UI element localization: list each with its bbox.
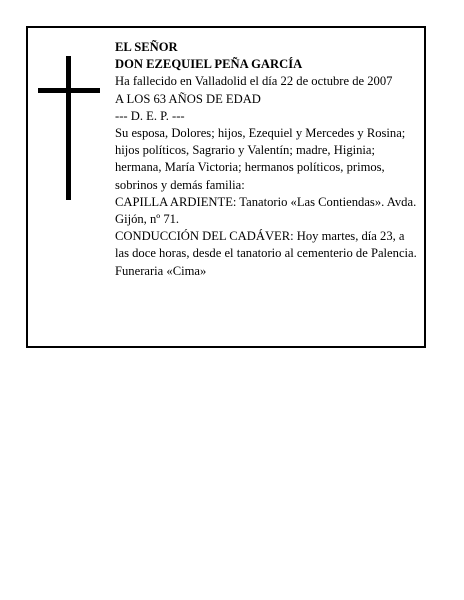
notice-procession: CONDUCCIÓN DEL CADÁVER: Hoy martes, día 23, a las doce horas, desde el tanatorio al cementerio de Palencia. (115, 229, 417, 261)
notice-age: A LOS 63 AÑOS DE EDAD (115, 91, 261, 106)
obituary-notice (26, 26, 426, 348)
notice-text (115, 39, 421, 280)
cross-icon (38, 56, 100, 200)
notice-death-info: Ha fallecido en Valladolid el día 22 de octubre de 2007 (115, 74, 393, 89)
notice-family: Su esposa, Dolores; hijos, Ezequiel y Mercedes y Rosina; hijos políticos, Sagrario y Valentín; madre, Higinia; hermana, María Victoria; hermanos políticos, primos, sobrinos y demás familia: (115, 126, 406, 192)
notice-deceased-name: DON EZEQUIEL PEÑA GARCÍA (115, 57, 303, 72)
cross-horizontal-bar (38, 88, 100, 93)
notice-title-line-1: EL SEÑOR (115, 40, 178, 54)
notice-funeral-home: Funeraria «Cima» (115, 263, 207, 278)
notice-chapel: CAPILLA ARDIENTE: Tanatorio «Las Contiendas». Avda. Gijón, nº 71. (115, 194, 417, 227)
cross-vertical-bar (66, 56, 71, 200)
notice-rip: --- D. E. P. --- (115, 108, 185, 123)
